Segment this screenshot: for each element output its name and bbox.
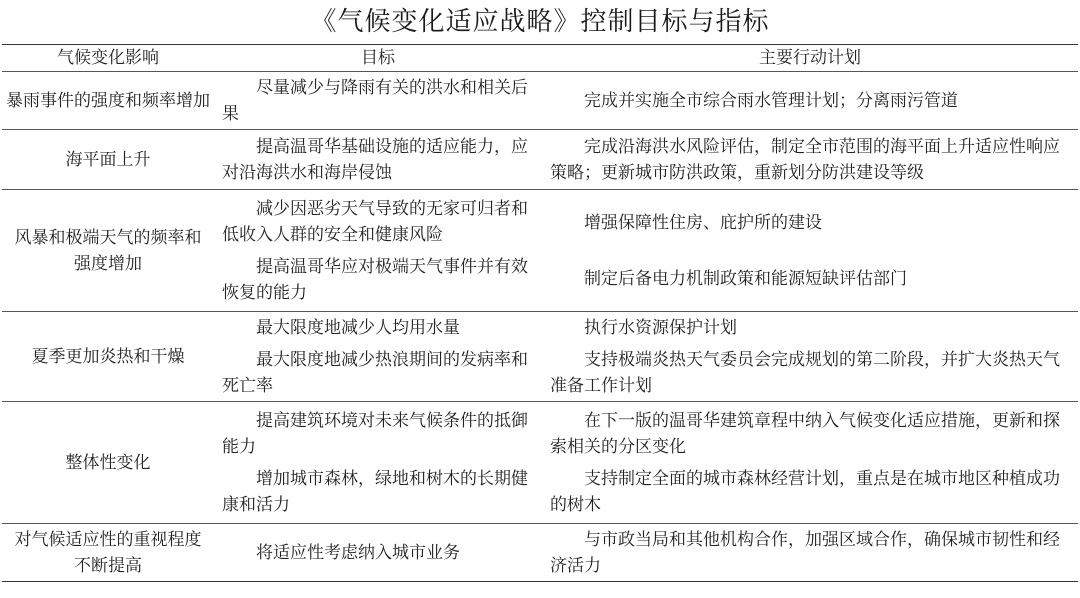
header-impact: 气候变化影响 <box>2 45 214 72</box>
goal-text: 将适应性考虑纳入城市业务 <box>256 542 460 563</box>
goal-cell <box>214 190 542 312</box>
table-row <box>2 524 1078 582</box>
table-row <box>2 130 1078 190</box>
action-text: 完成沿海洪水风险评估，制定全市范围的海平面上升适应性响应策略；更新城市防洪政策，重新划分防洪建设等级 <box>550 136 1060 183</box>
action-cell <box>542 524 1078 582</box>
action-text: 执行水资源保护计划 <box>584 317 737 338</box>
table-row <box>2 402 1078 524</box>
goal-cell <box>214 130 542 190</box>
action-cell <box>542 72 1078 130</box>
impact-cell: 夏季更加炎热和干燥 <box>2 312 214 402</box>
table-row <box>2 72 1078 130</box>
goal-text: 提高温哥华基础设施的适应能力，应对沿海洪水和海岸侵蚀 <box>222 136 528 183</box>
impact-cell: 海平面上升 <box>2 130 214 190</box>
action-text: 在下一版的温哥华建筑章程中纳入气候变化适应措施，更新和探索相关的分区变化 <box>550 410 1060 457</box>
strategy-table <box>2 44 1078 582</box>
action-cell <box>542 190 1078 312</box>
table-row <box>2 190 1078 312</box>
action-cell <box>542 130 1078 190</box>
goal-text: 尽量减少与降雨有关的洪水和相关后果 <box>222 77 528 124</box>
goal-text: 增加城市森林，绿地和树木的长期健康和活力 <box>222 468 528 515</box>
action-cell <box>542 402 1078 524</box>
table-row <box>2 312 1078 402</box>
impact-cell: 风暴和极端天气的频率和强度增加 <box>2 190 214 312</box>
goal-text: 提高温哥华应对极端天气事件并有效恢复的能力 <box>222 256 528 303</box>
goal-cell <box>214 72 542 130</box>
action-text: 支持极端炎热天气委员会完成规划的第二阶段，并扩大炎热天气准备工作计划 <box>550 349 1060 396</box>
goal-cell <box>214 524 542 582</box>
impact-cell: 暴雨事件的强度和频率增加 <box>2 72 214 130</box>
impact-cell: 整体性变化 <box>2 402 214 524</box>
goal-text: 提高建筑环境对未来气候条件的抵御能力 <box>222 410 528 457</box>
action-text: 制定后备电力机制政策和能源短缺评估部门 <box>584 268 907 289</box>
goal-cell <box>214 402 542 524</box>
goal-text: 最大限度地减少人均用水量 <box>256 317 460 338</box>
goal-cell <box>214 312 542 402</box>
action-text: 与市政当局和其他机构合作，加强区域合作，确保城市韧性和经济活力 <box>550 529 1060 576</box>
header-actions: 主要行动计划 <box>542 45 1078 72</box>
goal-text: 最大限度地减少热浪期间的发病率和死亡率 <box>222 349 528 396</box>
action-text: 支持制定全面的城市森林经营计划，重点是在城市地区种植成功的树木 <box>550 468 1060 515</box>
action-text: 增强保障性住房、庇护所的建设 <box>584 212 822 233</box>
action-cell <box>542 312 1078 402</box>
header-goal: 目标 <box>214 45 542 72</box>
table-header-row <box>2 45 1078 72</box>
action-text: 完成并实施全市综合雨水管理计划；分离雨污管道 <box>584 90 958 111</box>
impact-cell: 对气候适应性的重视程度不断提高 <box>2 524 214 582</box>
goal-text: 减少因恶劣天气导致的无家可归者和低收入人群的安全和健康风险 <box>222 198 528 245</box>
document-title: 《气候变化适应战略》控制目标与指标 <box>310 7 770 37</box>
